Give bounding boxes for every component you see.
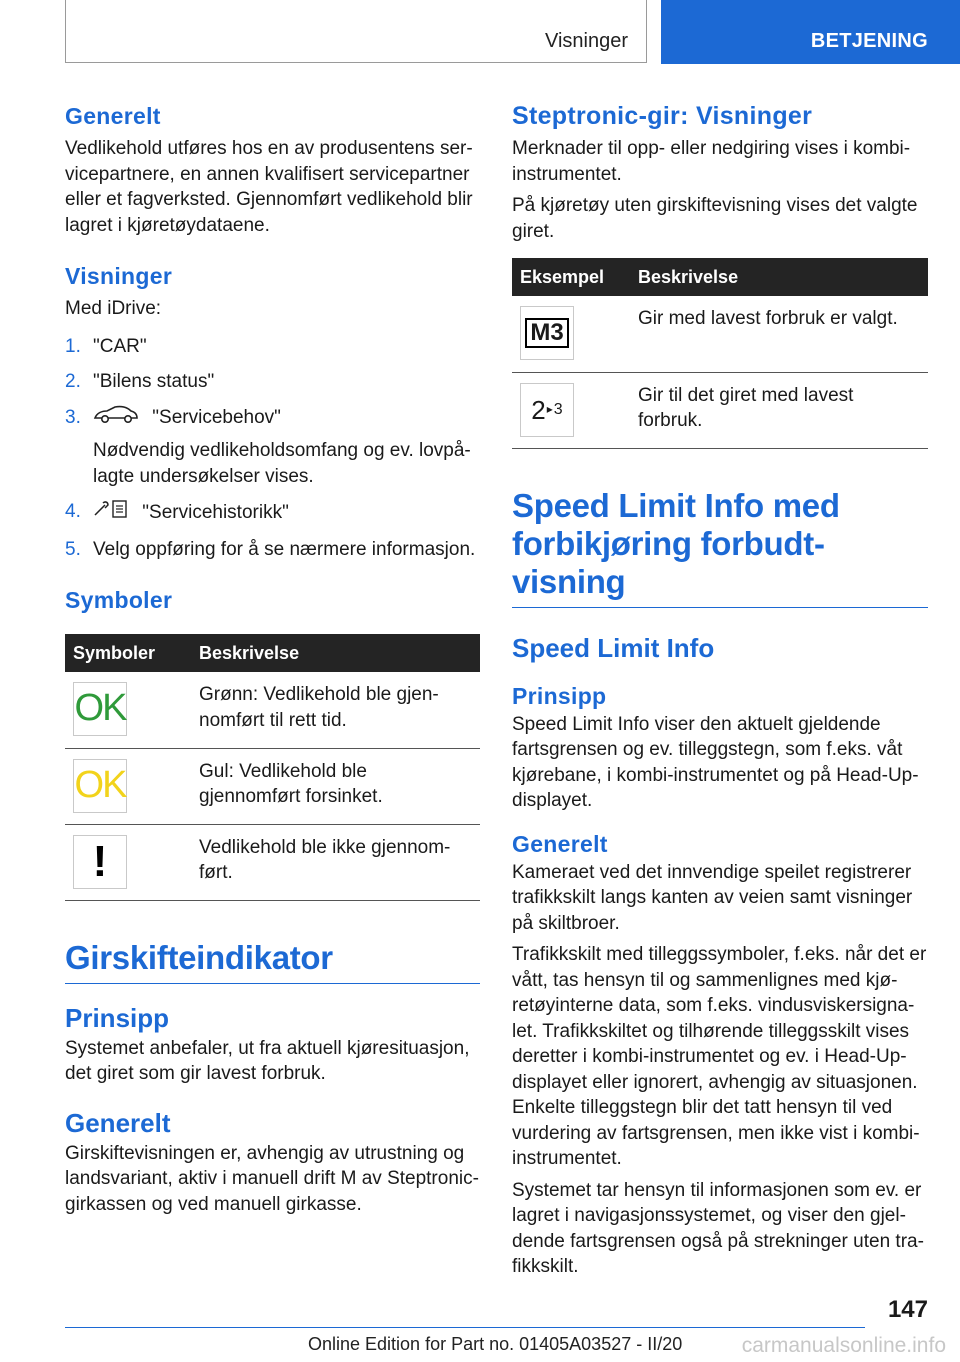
header-section-label: BETJENING xyxy=(810,30,928,52)
right-column xyxy=(512,100,928,1280)
table-row xyxy=(65,748,480,824)
gear-m3-icon: M3 xyxy=(520,306,574,360)
example-desc: Gir til det giret med lavest forbruk. xyxy=(630,372,928,448)
ok-green-icon: OK xyxy=(73,682,127,736)
step-text: "Servicebehov" xyxy=(152,406,281,428)
generelt-speed-text3: Systemet tar hensyn til informasjonen som ev. er lagret i navigasjonssystemet, og viser den gjel-dende fartsgrensen også på strekninger uten tra-fikkskilt. xyxy=(512,1179,924,1277)
car-icon xyxy=(93,405,139,431)
heading-prinsipp-speed: Prinsipp xyxy=(512,682,607,709)
step-number: 1. xyxy=(65,335,81,357)
heading-steptronic: Steptronic-gir: Visninger xyxy=(512,102,813,130)
service-history-icon xyxy=(93,499,129,527)
step-number: 4. xyxy=(65,501,81,523)
step-number: 5. xyxy=(65,538,81,560)
step-number: 3. xyxy=(65,406,81,428)
page-number: 147 xyxy=(887,1296,928,1323)
idrive-steps xyxy=(65,334,480,563)
step-item xyxy=(65,537,480,563)
col-header-desc: Beskrivelse xyxy=(630,258,928,296)
exclamation-icon: ! xyxy=(73,835,127,889)
left-column xyxy=(65,100,480,1217)
step-text: Velg oppføring for å se nærmere informasjon. xyxy=(93,538,476,560)
steptronic-table xyxy=(512,258,928,449)
step-text: "CAR" xyxy=(93,335,147,357)
step-item xyxy=(65,369,480,395)
symbol-desc: Grønn: Vedlikehold ble gjen-nomført til rett tid. xyxy=(191,672,480,748)
generelt-text: Vedlikehold utføres hos en av produsentens ser-vicepartnere, en annen kvalifisert servicepartner eller et fagverksted. Gjennomført vedlikehold blir lagret i kjøretøydataene. xyxy=(65,138,473,236)
heading-symboler: Symboler xyxy=(65,587,173,614)
heading-generelt: Generelt xyxy=(65,103,161,129)
generelt-gir-text: Girskiftevisningen er, avhengig av utrustning og landsvariant, aktiv i manuell drift M av Steptronic-girkassen og ved manuell girkasse. xyxy=(65,1142,479,1215)
step-text: "Bilens status" xyxy=(93,371,215,392)
step-item xyxy=(65,334,480,360)
header-section-box xyxy=(661,0,960,64)
heading-prinsipp: Prinsipp xyxy=(65,1002,170,1033)
gear-2-to-3-icon: 2 ▸ 3 xyxy=(520,383,574,437)
visninger-intro: Med iDrive: xyxy=(65,298,162,319)
heading-girskifteindikator: Girskifteindikator xyxy=(65,939,480,984)
step-extra-text: Nødvendig vedlikeholdsomfang og ev. lovpå-lagte undersøkelser vises. xyxy=(93,440,471,487)
symbols-table xyxy=(65,634,480,901)
col-header-symbol: Symboler xyxy=(65,634,191,672)
edition-text: Online Edition for Part no. 01405A03527 - II/20 xyxy=(308,1334,683,1354)
steptronic-text1: Merknader til opp- eller nedgiring vises i kombi-instrumentet. xyxy=(512,138,911,185)
step-number: 2. xyxy=(65,371,81,392)
example-desc: Gir med lavest forbruk er valgt. xyxy=(630,296,928,372)
heading-visninger: Visninger xyxy=(65,263,173,289)
table-row xyxy=(512,296,928,372)
step-item xyxy=(65,405,480,490)
step-item xyxy=(65,499,480,527)
generelt-speed-text1: Kameraet ved det innvendige speilet registrerer trafikkskilt langs kanten av veien samt visninger på skiltbroer. xyxy=(512,861,913,934)
step-text: "Servicehistorikk" xyxy=(142,502,289,523)
symbol-desc: Vedlikehold ble ikke gjennom-ført. xyxy=(191,824,480,900)
table-row xyxy=(65,824,480,900)
ok-yellow-icon: OK xyxy=(73,759,127,813)
col-header-desc: Beskrivelse xyxy=(191,634,480,672)
symbol-desc: Gul: Vedlikehold ble gjennomført forsinket. xyxy=(191,748,480,824)
header-title: Visninger xyxy=(544,30,628,52)
header-title-box xyxy=(65,0,647,63)
table-row xyxy=(512,372,928,448)
col-header-example: Eksempel xyxy=(512,258,630,296)
heading-generelt-gir: Generelt xyxy=(65,1107,171,1138)
prinsipp-text: Systemet anbefaler, ut fra aktuell kjøresituasjon, det giret som gir lavest forbruk. xyxy=(65,1037,470,1085)
table-row xyxy=(65,672,480,748)
heading-generelt-speed: Generelt xyxy=(512,830,608,857)
generelt-speed-text2: Trafikkskilt med tilleggssymboler, f.eks. når det er vått, tas hensyn til og sammenlignes med kjø-retøyinterne data, som f.eks. vindusviskersigna-let. Trafikkskiltet og tilhørende tilleggsskilt vises deretter i kombi-instrumentet og ev. i Head-Up-displayet eller ignorert, avhengig av situasjonen. Enkelte tilleggstegn blir det tatt hensyn til ved vurdering av fartsgrensen, men ikke vist i kombi-instrumentet. xyxy=(512,944,927,1169)
heading-speed-limit-info: Speed Limit Info med forbikjøring forbudt-visning xyxy=(512,487,928,608)
watermark: carmanualsonline.info xyxy=(741,1334,946,1357)
footer-rule xyxy=(65,1327,865,1328)
heading-speed-limit-sub: Speed Limit Info xyxy=(512,632,715,663)
steptronic-text2: På kjøretøy uten girskiftevisning vises det valgte giret. xyxy=(512,195,918,242)
prinsipp-speed-text: Speed Limit Info viser den aktuelt gjeldende fartsgrensen og ev. tilleggstegn, som f.eks. våt kjørebane, i kombi-instrumentet og på Head-Up-displayet. xyxy=(512,713,919,811)
